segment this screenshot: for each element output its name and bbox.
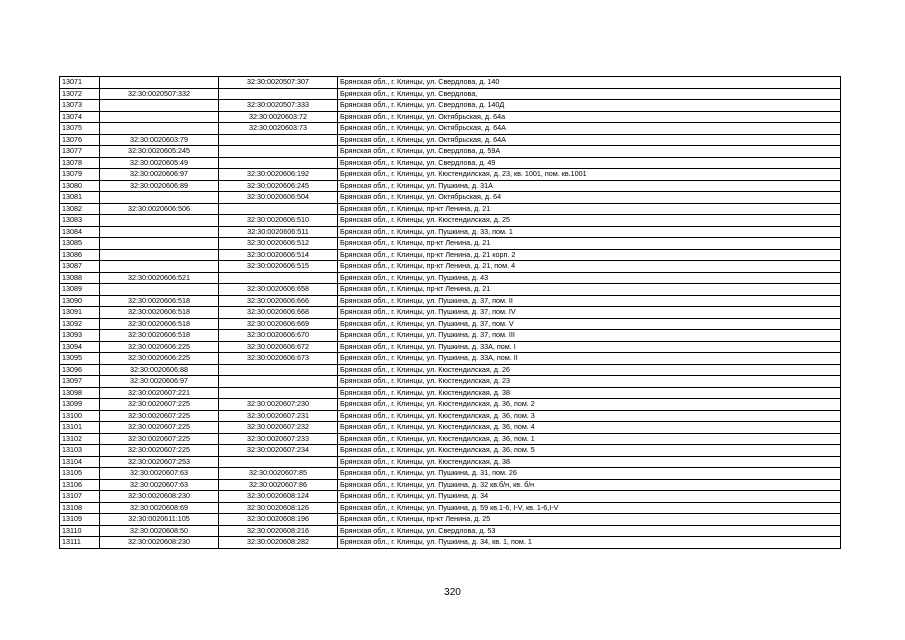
row-number-cell: 13072 [60,88,100,100]
parcel-number-cell: 32:30:0020611:105 [100,514,219,526]
address-cell: Брянская обл., г. Клинцы, ул. Кюстендилская, д. 36, пом. 3 [338,410,841,422]
table-row [60,376,841,388]
address-cell: Брянская обл., г. Клинцы, ул. Свердлова, д. 140 [338,77,841,89]
table-row [60,433,841,445]
parcel-number-cell: 32:30:0020606:518 [100,295,219,307]
address-cell: Брянская обл., г. Клинцы, ул. Пушкина, д. 37, пом. V [338,318,841,330]
object-number-cell: 32:30:0020606:666 [219,295,338,307]
address-cell: Брянская обл., г. Клинцы, пр-кт Ленина, д. 25 [338,514,841,526]
table-row [60,226,841,238]
parcel-number-cell: 32:30:0020606:518 [100,318,219,330]
parcel-number-cell: 32:30:0020607:63 [100,468,219,480]
object-number-cell: 32:30:0020606:669 [219,318,338,330]
object-number-cell [219,157,338,169]
table-row [60,330,841,342]
parcel-number-cell [100,249,219,261]
address-cell: Брянская обл., г. Клинцы, ул. Пушкина, д. 37, пом. III [338,330,841,342]
parcel-number-cell [100,261,219,273]
parcel-number-cell: 32:30:0020606:88 [100,364,219,376]
object-number-cell: 32:30:0020608:196 [219,514,338,526]
table-row [60,479,841,491]
object-number-cell: 32:30:0020606:245 [219,180,338,192]
parcel-number-cell: 32:30:0020606:97 [100,169,219,181]
parcel-number-cell: 32:30:0020607:253 [100,456,219,468]
parcel-number-cell: 32:30:0020606:97 [100,376,219,388]
parcel-number-cell [100,238,219,250]
row-number-cell: 13074 [60,111,100,123]
address-cell: Брянская обл., г. Клинцы, ул. Свердлова, [338,88,841,100]
object-number-cell: 32:30:0020606:512 [219,238,338,250]
table-row [60,445,841,457]
row-number-cell: 13103 [60,445,100,457]
object-number-cell: 32:30:0020607:86 [219,479,338,491]
object-number-cell: 32:30:0020608:124 [219,491,338,503]
row-number-cell: 13106 [60,479,100,491]
row-number-cell: 13093 [60,330,100,342]
address-cell: Брянская обл., г. Клинцы, ул. Кюстендилская, д. 36, пом. 1 [338,433,841,445]
address-cell: Брянская обл., г. Клинцы, ул. Пушкина, д. 33, пом. 1 [338,226,841,238]
row-number-cell: 13108 [60,502,100,514]
object-number-cell [219,88,338,100]
object-number-cell: 32:30:0020606:514 [219,249,338,261]
table-row [60,203,841,215]
table-row [60,295,841,307]
parcel-number-cell: 32:30:0020608:50 [100,525,219,537]
object-number-cell [219,203,338,215]
address-cell: Брянская обл., г. Клинцы, ул. Кюстендилская, д. 23, кв. 1001, пом. кв.1001 [338,169,841,181]
row-number-cell: 13079 [60,169,100,181]
object-number-cell: 32:30:0020606:668 [219,307,338,319]
address-cell: Брянская обл., г. Клинцы, ул. Свердлова, д. 140Д [338,100,841,112]
table-row [60,249,841,261]
object-number-cell: 32:30:0020606:672 [219,341,338,353]
parcel-number-cell [100,77,219,89]
parcel-number-cell [100,100,219,112]
address-cell: Брянская обл., г. Клинцы, ул. Свердлова, д. 49 [338,157,841,169]
address-cell: Брянская обл., г. Клинцы, ул. Кюстендилская, д. 25 [338,215,841,227]
parcel-number-cell: 32:30:0020607:221 [100,387,219,399]
address-cell: Брянская обл., г. Клинцы, ул. Свердлова, д. 53 [338,525,841,537]
table-row [60,341,841,353]
object-number-cell [219,376,338,388]
object-number-cell: 32:30:0020607:230 [219,399,338,411]
row-number-cell: 13096 [60,364,100,376]
table-row [60,307,841,319]
table-row [60,491,841,503]
object-number-cell: 32:30:0020507:333 [219,100,338,112]
object-number-cell: 32:30:0020607:232 [219,422,338,434]
parcel-number-cell: 32:30:0020606:518 [100,307,219,319]
table-row [60,100,841,112]
row-number-cell: 13089 [60,284,100,296]
parcel-number-cell: 32:30:0020607:225 [100,422,219,434]
address-cell: Брянская обл., г. Клинцы, ул. Пушкина, д. 34 [338,491,841,503]
object-number-cell: 32:30:0020603:72 [219,111,338,123]
parcel-number-cell: 32:30:0020608:230 [100,537,219,549]
parcel-number-cell: 32:30:0020607:63 [100,479,219,491]
object-number-cell [219,387,338,399]
address-cell: Брянская обл., г. Клинцы, ул. Пушкина, д. 37, пом. II [338,295,841,307]
table-row [60,502,841,514]
parcel-number-cell: 32:30:0020607:225 [100,410,219,422]
object-number-cell [219,134,338,146]
row-number-cell: 13086 [60,249,100,261]
address-cell: Брянская обл., г. Клинцы, ул. Пушкина, д. 33А, пом. II [338,353,841,365]
row-number-cell: 13100 [60,410,100,422]
row-number-cell: 13082 [60,203,100,215]
address-cell: Брянская обл., г. Клинцы, ул. Пушкина, д. 31, пом. 26 [338,468,841,480]
row-number-cell: 13081 [60,192,100,204]
object-number-cell: 32:30:0020606:511 [219,226,338,238]
object-number-cell: 32:30:0020607:85 [219,468,338,480]
address-cell: Брянская обл., г. Клинцы, ул. Пушкина, д. 33А, пом. I [338,341,841,353]
parcel-number-cell [100,226,219,238]
row-number-cell: 13078 [60,157,100,169]
table-row [60,134,841,146]
table-row [60,399,841,411]
address-cell: Брянская обл., г. Клинцы, ул. Кюстендилская, д. 23 [338,376,841,388]
parcel-number-cell: 32:30:0020607:225 [100,433,219,445]
parcel-number-cell: 32:30:0020607:225 [100,445,219,457]
parcel-number-cell: 32:30:0020606:518 [100,330,219,342]
row-number-cell: 13075 [60,123,100,135]
object-number-cell [219,146,338,158]
row-number-cell: 13105 [60,468,100,480]
table-row [60,272,841,284]
table-row [60,157,841,169]
address-cell: Брянская обл., г. Клинцы, ул. Кюстендилская, д. 38 [338,387,841,399]
table-row [60,468,841,480]
cadastral-table [59,76,841,549]
parcel-number-cell: 32:30:0020608:69 [100,502,219,514]
parcel-number-cell: 32:30:0020606:225 [100,353,219,365]
table-row [60,192,841,204]
object-number-cell [219,456,338,468]
address-cell: Брянская обл., г. Клинцы, ул. Кюстендилская, д. 36, пом. 4 [338,422,841,434]
object-number-cell: 32:30:0020608:216 [219,525,338,537]
object-number-cell [219,364,338,376]
row-number-cell: 13088 [60,272,100,284]
row-number-cell: 13097 [60,376,100,388]
table-row [60,525,841,537]
parcel-number-cell [100,284,219,296]
parcel-number-cell: 32:30:0020603:79 [100,134,219,146]
object-number-cell: 32:30:0020606:192 [219,169,338,181]
row-number-cell: 13087 [60,261,100,273]
page-number: 320 [444,587,461,598]
row-number-cell: 13092 [60,318,100,330]
table-row [60,261,841,273]
address-cell: Брянская обл., г. Клинцы, ул. Кюстендилская, д. 36, пом. 5 [338,445,841,457]
parcel-number-cell [100,111,219,123]
address-cell: Брянская обл., г. Клинцы, ул. Октябрьская, д. 64А [338,134,841,146]
table-row [60,180,841,192]
parcel-number-cell [100,215,219,227]
row-number-cell: 13110 [60,525,100,537]
row-number-cell: 13094 [60,341,100,353]
row-number-cell: 13104 [60,456,100,468]
table-row [60,88,841,100]
row-number-cell: 13095 [60,353,100,365]
row-number-cell: 13073 [60,100,100,112]
table-row [60,318,841,330]
address-cell: Брянская обл., г. Клинцы, ул. Пушкина, д. 31А [338,180,841,192]
object-number-cell: 32:30:0020606:673 [219,353,338,365]
object-number-cell: 32:30:0020603:73 [219,123,338,135]
address-cell: Брянская обл., г. Клинцы, ул. Октябрьская, д. 64 [338,192,841,204]
row-number-cell: 13102 [60,433,100,445]
address-cell: Брянская обл., г. Клинцы, ул. Пушкина, д. 59 кв.1-6, I-V, кв. 1-6,I-V [338,502,841,514]
object-number-cell: 32:30:0020606:504 [219,192,338,204]
row-number-cell: 13076 [60,134,100,146]
table-row [60,123,841,135]
parcel-number-cell: 32:30:0020608:230 [100,491,219,503]
object-number-cell: 32:30:0020608:282 [219,537,338,549]
table-row [60,514,841,526]
address-cell: Брянская обл., г. Клинцы, пр-кт Ленина, д. 21, пом. 4 [338,261,841,273]
parcel-number-cell [100,192,219,204]
table-row [60,111,841,123]
table-row [60,364,841,376]
address-cell: Брянская обл., г. Клинцы, ул. Свердлова, д. 59А [338,146,841,158]
object-number-cell: 32:30:0020507:307 [219,77,338,89]
table-row [60,456,841,468]
object-number-cell: 32:30:0020606:670 [219,330,338,342]
row-number-cell: 13083 [60,215,100,227]
table-row [60,387,841,399]
object-number-cell [219,272,338,284]
table-row [60,77,841,89]
address-cell: Брянская обл., г. Клинцы, ул. Пушкина, д. 37, пом. IV [338,307,841,319]
address-cell: Брянская обл., г. Клинцы, ул. Октябрьская, д. 64а [338,111,841,123]
table-row [60,353,841,365]
row-number-cell: 13077 [60,146,100,158]
address-cell: Брянская обл., г. Клинцы, ул. Пушкина, д. 34, кв. 1, пом. 1 [338,537,841,549]
address-cell: Брянская обл., г. Клинцы, пр-кт Ленина, д. 21 корп. 2 [338,249,841,261]
table-row [60,238,841,250]
parcel-number-cell: 32:30:0020507:332 [100,88,219,100]
row-number-cell: 13109 [60,514,100,526]
object-number-cell: 32:30:0020607:231 [219,410,338,422]
address-cell: Брянская обл., г. Клинцы, ул. Пушкина, д. 43 [338,272,841,284]
row-number-cell: 13071 [60,77,100,89]
parcel-number-cell: 32:30:0020606:506 [100,203,219,215]
table-body [60,77,841,549]
object-number-cell: 32:30:0020606:515 [219,261,338,273]
row-number-cell: 13107 [60,491,100,503]
table-row [60,284,841,296]
address-cell: Брянская обл., г. Клинцы, ул. Октябрьская, д. 64А [338,123,841,135]
row-number-cell: 13101 [60,422,100,434]
row-number-cell: 13085 [60,238,100,250]
object-number-cell: 32:30:0020606:510 [219,215,338,227]
row-number-cell: 13091 [60,307,100,319]
address-cell: Брянская обл., г. Клинцы, пр-кт Ленина, д. 21 [338,238,841,250]
row-number-cell: 13098 [60,387,100,399]
table-row [60,422,841,434]
row-number-cell: 13090 [60,295,100,307]
row-number-cell: 13099 [60,399,100,411]
table-row [60,169,841,181]
address-cell: Брянская обл., г. Клинцы, ул. Пушкина, д. 32 кв.б/н, кв. б/н [338,479,841,491]
parcel-number-cell: 32:30:0020605:49 [100,157,219,169]
parcel-number-cell: 32:30:0020607:225 [100,399,219,411]
table-row [60,537,841,549]
parcel-number-cell: 32:30:0020605:245 [100,146,219,158]
parcel-number-cell: 32:30:0020606:225 [100,341,219,353]
object-number-cell: 32:30:0020607:233 [219,433,338,445]
object-number-cell: 32:30:0020606:658 [219,284,338,296]
parcel-number-cell [100,123,219,135]
row-number-cell: 13080 [60,180,100,192]
address-cell: Брянская обл., г. Клинцы, ул. Кюстендилская, д. 38 [338,456,841,468]
table-row [60,215,841,227]
table-row [60,146,841,158]
row-number-cell: 13084 [60,226,100,238]
address-cell: Брянская обл., г. Клинцы, ул. Кюстендилская, д. 26 [338,364,841,376]
object-number-cell: 32:30:0020607:234 [219,445,338,457]
address-cell: Брянская обл., г. Клинцы, пр-кт Ленина, д. 21 [338,203,841,215]
row-number-cell: 13111 [60,537,100,549]
parcel-number-cell: 32:30:0020606:521 [100,272,219,284]
address-cell: Брянская обл., г. Клинцы, пр-кт Ленина, д. 21 [338,284,841,296]
address-cell: Брянская обл., г. Клинцы, ул. Кюстендилская, д. 36, пом. 2 [338,399,841,411]
table-row [60,410,841,422]
parcel-number-cell: 32:30:0020606:89 [100,180,219,192]
object-number-cell: 32:30:0020608:126 [219,502,338,514]
